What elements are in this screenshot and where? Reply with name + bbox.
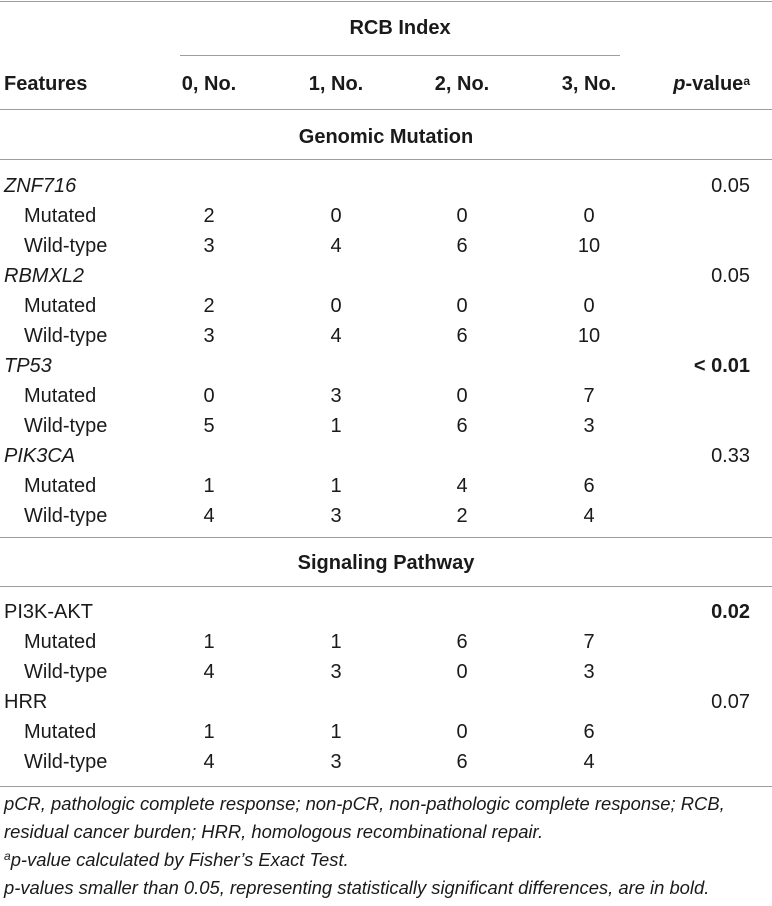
feature-name: TP53 bbox=[4, 355, 52, 377]
count-cell: 7 bbox=[583, 631, 595, 653]
count-cell: 6 bbox=[583, 721, 595, 743]
count-cell: 6 bbox=[583, 475, 595, 497]
count-cell: 3 bbox=[203, 235, 215, 257]
count-cell: 4 bbox=[456, 475, 468, 497]
count-cell: 2 bbox=[456, 505, 468, 527]
count-cell: 0 bbox=[203, 385, 215, 407]
count-cell: 4 bbox=[203, 751, 215, 773]
count-cell: 10 bbox=[577, 325, 601, 347]
feature-name: PIK3CA bbox=[4, 445, 76, 467]
count-cell: 1 bbox=[330, 631, 342, 653]
count-cell: 4 bbox=[203, 505, 215, 527]
rcb1-header: 1, No. bbox=[308, 73, 364, 95]
wildtype-label: Wild-type bbox=[24, 235, 108, 257]
count-cell: 1 bbox=[203, 475, 215, 497]
rcb-index-rule bbox=[180, 55, 620, 56]
count-cell: 0 bbox=[456, 385, 468, 407]
count-cell: 6 bbox=[456, 751, 468, 773]
rcb-index-header: RCB Index bbox=[349, 17, 451, 39]
count-cell: 0 bbox=[583, 295, 595, 317]
section-genomic-mutation: Genomic Mutation bbox=[298, 126, 474, 148]
count-cell: 1 bbox=[330, 721, 342, 743]
count-cell: 0 bbox=[456, 661, 468, 683]
count-cell: 7 bbox=[583, 385, 595, 407]
p-value-cell: 0.05 bbox=[711, 175, 750, 197]
footnote-abbrev-1: pCR, pathologic complete response; non-pCR, non-pathologic complete response; RCB, bbox=[4, 793, 725, 814]
top-rule bbox=[0, 1, 772, 2]
count-cell: 4 bbox=[330, 235, 342, 257]
mutated-label: Mutated bbox=[24, 385, 97, 407]
count-cell: 3 bbox=[330, 661, 342, 683]
footnote-bold-note: p-values smaller than 0.05, representing statistically significant differences, are in bold. bbox=[4, 877, 710, 898]
count-cell: 4 bbox=[583, 751, 595, 773]
mutated-label: Mutated bbox=[24, 205, 97, 227]
count-cell: 0 bbox=[330, 295, 342, 317]
count-cell: 1 bbox=[330, 415, 342, 437]
wildtype-label: Wild-type bbox=[24, 751, 108, 773]
signaling-top-rule bbox=[0, 537, 772, 538]
header-rule bbox=[0, 109, 772, 110]
count-cell: 3 bbox=[330, 751, 342, 773]
footnote-fisher: $^a$p-value calculated by Fisher’s Exact Test. bbox=[4, 849, 349, 870]
pvalue-header: p-value$^a$ bbox=[673, 73, 750, 95]
count-cell: 2 bbox=[203, 295, 215, 317]
p-value-cell: 0.05 bbox=[711, 265, 750, 287]
count-cell: 3 bbox=[330, 505, 342, 527]
count-cell: 3 bbox=[330, 385, 342, 407]
count-cell: 0 bbox=[330, 205, 342, 227]
count-cell: 1 bbox=[330, 475, 342, 497]
genomic-section-rule bbox=[0, 159, 772, 160]
wildtype-label: Wild-type bbox=[24, 325, 108, 347]
p-value-cell: 0.02 bbox=[711, 601, 750, 623]
count-cell: 0 bbox=[456, 295, 468, 317]
features-header: Features bbox=[4, 73, 88, 95]
count-cell: 2 bbox=[203, 205, 215, 227]
count-cell: 0 bbox=[456, 205, 468, 227]
count-cell: 6 bbox=[456, 631, 468, 653]
p-value-cell: 0.07 bbox=[711, 691, 750, 713]
mutated-label: Mutated bbox=[24, 295, 97, 317]
count-cell: 6 bbox=[456, 325, 468, 347]
count-cell: 1 bbox=[203, 631, 215, 653]
count-cell: 1 bbox=[203, 721, 215, 743]
signaling-section-rule bbox=[0, 586, 772, 587]
count-cell: 3 bbox=[583, 415, 595, 437]
rcb2-header: 2, No. bbox=[434, 73, 490, 95]
count-cell: 6 bbox=[456, 235, 468, 257]
bottom-rule bbox=[0, 786, 772, 787]
wildtype-label: Wild-type bbox=[24, 505, 108, 527]
count-cell: 4 bbox=[583, 505, 595, 527]
count-cell: 0 bbox=[456, 721, 468, 743]
count-cell: 0 bbox=[583, 205, 595, 227]
mutated-label: Mutated bbox=[24, 631, 97, 653]
feature-name: RBMXL2 bbox=[4, 265, 85, 287]
feature-name: HRR bbox=[4, 691, 48, 713]
feature-name: PI3K-AKT bbox=[4, 601, 93, 623]
p-value-cell: < 0.01 bbox=[693, 355, 750, 377]
wildtype-label: Wild-type bbox=[24, 415, 108, 437]
count-cell: 5 bbox=[203, 415, 215, 437]
count-cell: 6 bbox=[456, 415, 468, 437]
feature-name: ZNF716 bbox=[4, 175, 77, 197]
count-cell: 4 bbox=[330, 325, 342, 347]
section-signaling-pathway: Signaling Pathway bbox=[297, 552, 475, 574]
count-cell: 3 bbox=[203, 325, 215, 347]
wildtype-label: Wild-type bbox=[24, 661, 108, 683]
p-value-cell: 0.33 bbox=[711, 445, 750, 467]
rcb0-header: 0, No. bbox=[181, 73, 237, 95]
footnote-abbrev-2: residual cancer burden; HRR, homologous recombinational repair. bbox=[4, 821, 544, 842]
rcb3-header: 3, No. bbox=[561, 73, 617, 95]
mutated-label: Mutated bbox=[24, 721, 97, 743]
count-cell: 10 bbox=[577, 235, 601, 257]
mutated-label: Mutated bbox=[24, 475, 97, 497]
count-cell: 4 bbox=[203, 661, 215, 683]
count-cell: 3 bbox=[583, 661, 595, 683]
